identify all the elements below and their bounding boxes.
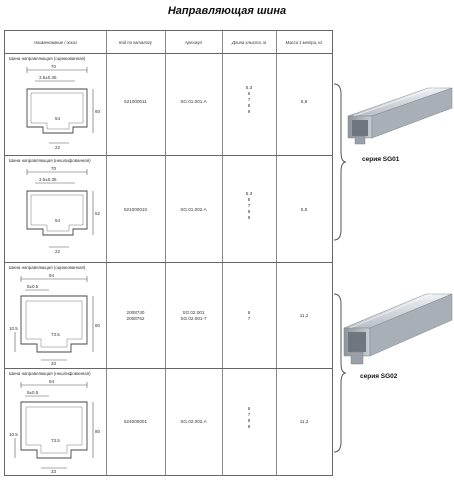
length-cell	[222, 85, 276, 115]
length-cell	[222, 406, 276, 430]
length-value: 9	[247, 215, 251, 220]
row-label: Шина направляющая (нешлифованная)	[9, 158, 91, 163]
dim-top: 70	[51, 64, 57, 69]
row-label: Шина направляющая (оцинкованная)	[9, 265, 86, 270]
dim-bottom: 33	[51, 469, 57, 474]
dim-slot: 73.5	[51, 438, 60, 443]
dim-slot: 73.5	[51, 332, 60, 337]
length-value: 5.3	[245, 191, 253, 196]
length-value: 8	[247, 209, 251, 214]
rail-photo-sg02	[340, 290, 454, 374]
length-value: 6	[247, 197, 251, 202]
weight-cell: 11,2	[299, 313, 309, 318]
dim-top: 94	[49, 379, 55, 384]
table-row	[5, 155, 332, 262]
code-value: 2008740	[126, 310, 145, 315]
header-length: Длина хлыста, м	[231, 39, 267, 45]
dim-inner: 5±0.5	[27, 284, 39, 289]
weight-cell: 5,8	[300, 99, 308, 104]
weight-cell: 5,8	[300, 207, 308, 212]
profile-drawing-sg01	[13, 63, 103, 151]
dim-inner: 3.5±0.35	[39, 177, 57, 182]
dim-height: 80	[95, 429, 101, 434]
dim-height: 60	[95, 109, 101, 114]
length-value: 7	[247, 97, 251, 102]
series-label-sg01: серия SG01	[362, 156, 400, 163]
dim-height: 80	[95, 323, 101, 328]
dim-top: 70	[51, 166, 57, 171]
dim-bottom: 22	[55, 249, 61, 254]
product-table	[4, 30, 333, 476]
page-title: Направляющая шина	[167, 5, 287, 17]
profile-drawing-sg02	[9, 378, 103, 474]
profile-drawing-sg02	[9, 272, 103, 366]
article-cell	[165, 310, 222, 322]
table-row	[5, 53, 332, 155]
row-label: Шина направляющая (нешлифованная)	[9, 371, 91, 376]
length-value: 9	[247, 424, 251, 429]
length-value: 7	[247, 316, 251, 321]
code-cell: 521000010	[124, 207, 147, 212]
length-value: 9	[247, 109, 251, 114]
header-article: Артикул	[184, 39, 203, 45]
header-name: Наименование / эскиз	[34, 39, 77, 45]
article-cell: SG.01.002.A	[180, 207, 207, 212]
length-value: 8	[247, 103, 251, 108]
dim-height: 52	[95, 211, 101, 216]
article-cell: SG.02.002.A	[180, 419, 207, 424]
code-cell: 524000001	[124, 419, 147, 424]
length-value: 8	[247, 418, 251, 423]
dim-bottom: 33	[51, 361, 57, 366]
length-value: 6	[247, 91, 251, 96]
length-value: 6	[247, 406, 251, 411]
dim-slot: 54	[55, 116, 61, 121]
dim-inner: 3.5±0.35	[39, 75, 57, 80]
dim-side: 10.5	[9, 432, 18, 437]
code-value: 2008762	[126, 316, 145, 321]
row-label: Шина направляющая (оцинкованная)	[9, 56, 86, 61]
profile-drawing-sg01	[13, 165, 103, 257]
header-weight: Масса 1 метра, кг	[285, 39, 323, 45]
length-cell	[222, 191, 276, 221]
code-cell: 521000011	[124, 99, 147, 104]
dim-side: 10.5	[9, 326, 18, 331]
length-value: 7	[247, 203, 251, 208]
dim-bottom: 22	[55, 145, 61, 150]
code-cell	[106, 310, 165, 322]
table-row	[5, 262, 332, 368]
dim-slot: 54	[55, 218, 61, 223]
dim-inner: 5±0.5	[27, 390, 39, 395]
series-label-sg02: серия SG02	[360, 373, 398, 380]
dim-top: 94	[49, 273, 55, 278]
article-cell: SG.01.001.A	[180, 99, 207, 104]
article-value: SG.02.001-7	[180, 316, 207, 321]
header-code: Код по каталогу	[119, 39, 152, 45]
length-cell	[222, 310, 276, 322]
length-value: 7	[247, 412, 251, 417]
weight-cell: 11,2	[299, 419, 309, 424]
rail-photo-sg01	[344, 86, 454, 152]
table-row	[5, 368, 332, 476]
length-value: 6	[247, 310, 251, 315]
article-value: SG.02.001	[182, 310, 205, 315]
length-value: 5.3	[245, 85, 253, 90]
